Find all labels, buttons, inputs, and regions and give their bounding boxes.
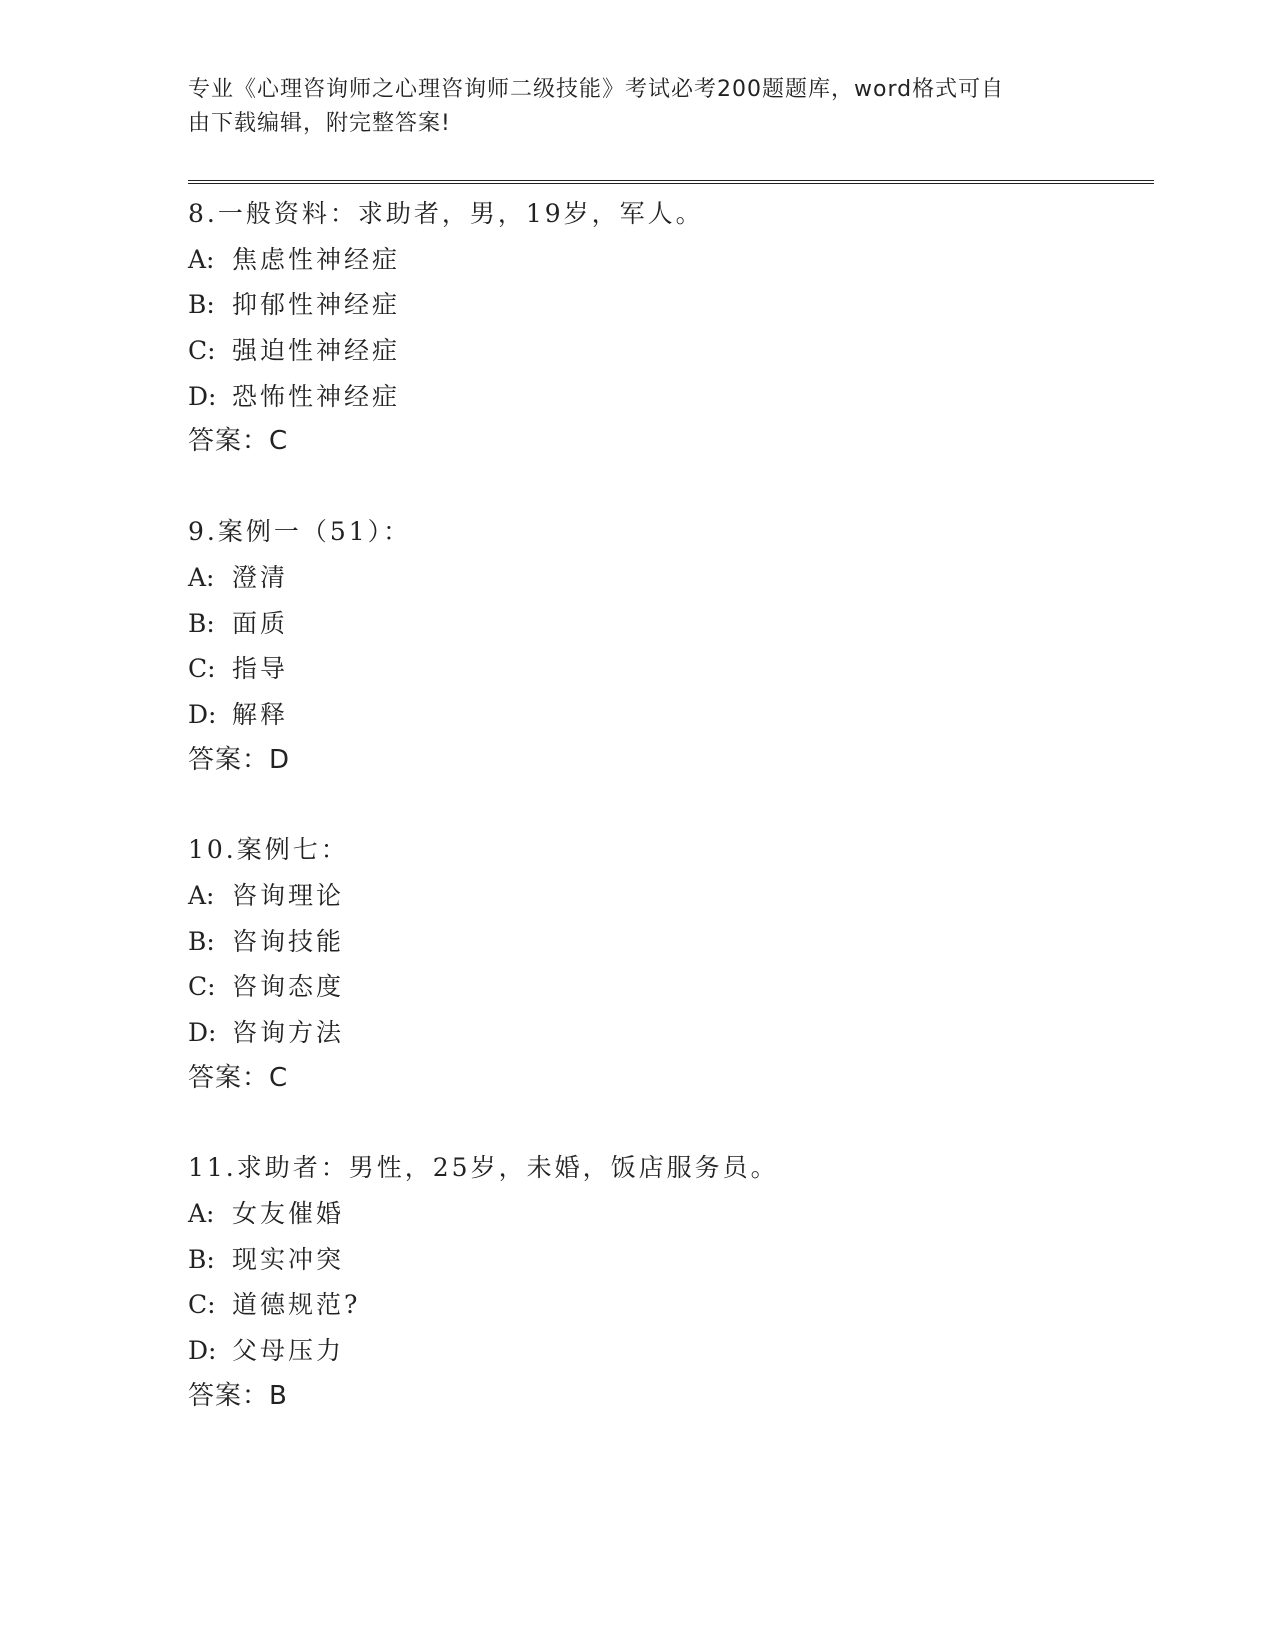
question-title: 10.案例七： xyxy=(188,835,349,865)
answer-line: 答案：C xyxy=(188,1062,289,1093)
option-text: 道德规范? xyxy=(232,1290,361,1320)
option-d xyxy=(188,1010,1148,1056)
option-text: 面质 xyxy=(232,608,289,638)
header-divider xyxy=(188,180,1154,184)
option-letter: D: xyxy=(188,1018,217,1047)
option-c xyxy=(188,646,1148,692)
option-b xyxy=(188,282,1148,328)
question-8 xyxy=(188,191,1148,465)
question-title: 11.求助者：男性，25岁，未婚，饭店服务员。 xyxy=(188,1153,779,1183)
option-letter: D: xyxy=(188,381,217,411)
option-text: 澄清 xyxy=(232,562,289,592)
option-text: 咨询态度 xyxy=(232,972,345,1002)
option-text: 女友催婚 xyxy=(232,1199,345,1229)
option-d xyxy=(188,374,1148,420)
option-a xyxy=(188,1191,1148,1237)
option-text: 抑郁性神经症 xyxy=(232,290,401,320)
question-9 xyxy=(188,509,1148,783)
option-b xyxy=(188,919,1148,965)
option-letter: A: xyxy=(188,1199,215,1229)
option-letter: A: xyxy=(188,244,215,274)
question-title: 9.案例一（51）： xyxy=(188,517,412,547)
question-title: 8.一般资料：求助者，男，19岁，军人。 xyxy=(188,199,704,228)
option-c xyxy=(188,328,1148,374)
option-letter: C: xyxy=(188,972,216,1002)
question-10 xyxy=(188,827,1148,1101)
answer-line: 答案：C xyxy=(188,426,289,457)
option-b xyxy=(188,601,1148,647)
option-letter: C: xyxy=(188,336,216,366)
option-text: 现实冲突 xyxy=(232,1244,345,1274)
question-11 xyxy=(188,1145,1148,1419)
document-header xyxy=(188,73,1068,141)
header-line-1: 专业《心理咨询师之心理咨询师二级技能》考试必考200题题库，word格式可自 xyxy=(188,77,1005,102)
option-d xyxy=(188,1328,1148,1374)
answer-line: 答案：D xyxy=(188,744,291,775)
option-text: 咨询理论 xyxy=(232,880,345,910)
option-text: 焦虑性神经症 xyxy=(232,244,401,274)
question-list xyxy=(188,191,1148,1464)
option-a xyxy=(188,873,1148,919)
option-letter: B: xyxy=(188,926,215,956)
option-text: 指导 xyxy=(232,654,289,684)
option-text: 恐怖性神经症 xyxy=(232,381,401,411)
header-line-2: 由下载编辑，附完整答案! xyxy=(188,111,451,136)
option-a xyxy=(188,237,1148,283)
option-a xyxy=(188,555,1148,601)
option-letter: D: xyxy=(188,1336,217,1366)
option-b xyxy=(188,1237,1148,1283)
option-text: 父母压力 xyxy=(232,1336,345,1366)
option-letter: C: xyxy=(188,1290,216,1320)
option-text: 强迫性神经症 xyxy=(232,336,401,366)
option-letter: B: xyxy=(188,608,215,638)
option-letter: B: xyxy=(188,290,215,320)
option-d xyxy=(188,692,1148,738)
option-text: 咨询技能 xyxy=(232,926,345,956)
option-text: 解释 xyxy=(232,699,289,729)
option-letter: A: xyxy=(188,880,215,910)
option-c xyxy=(188,1282,1148,1328)
answer-line: 答案：B xyxy=(188,1380,288,1411)
option-text: 咨询方法 xyxy=(232,1018,345,1047)
option-letter: C: xyxy=(188,654,216,684)
option-letter: D: xyxy=(188,699,217,729)
option-letter: B: xyxy=(188,1244,215,1274)
option-letter: A: xyxy=(188,562,215,592)
option-c xyxy=(188,964,1148,1010)
